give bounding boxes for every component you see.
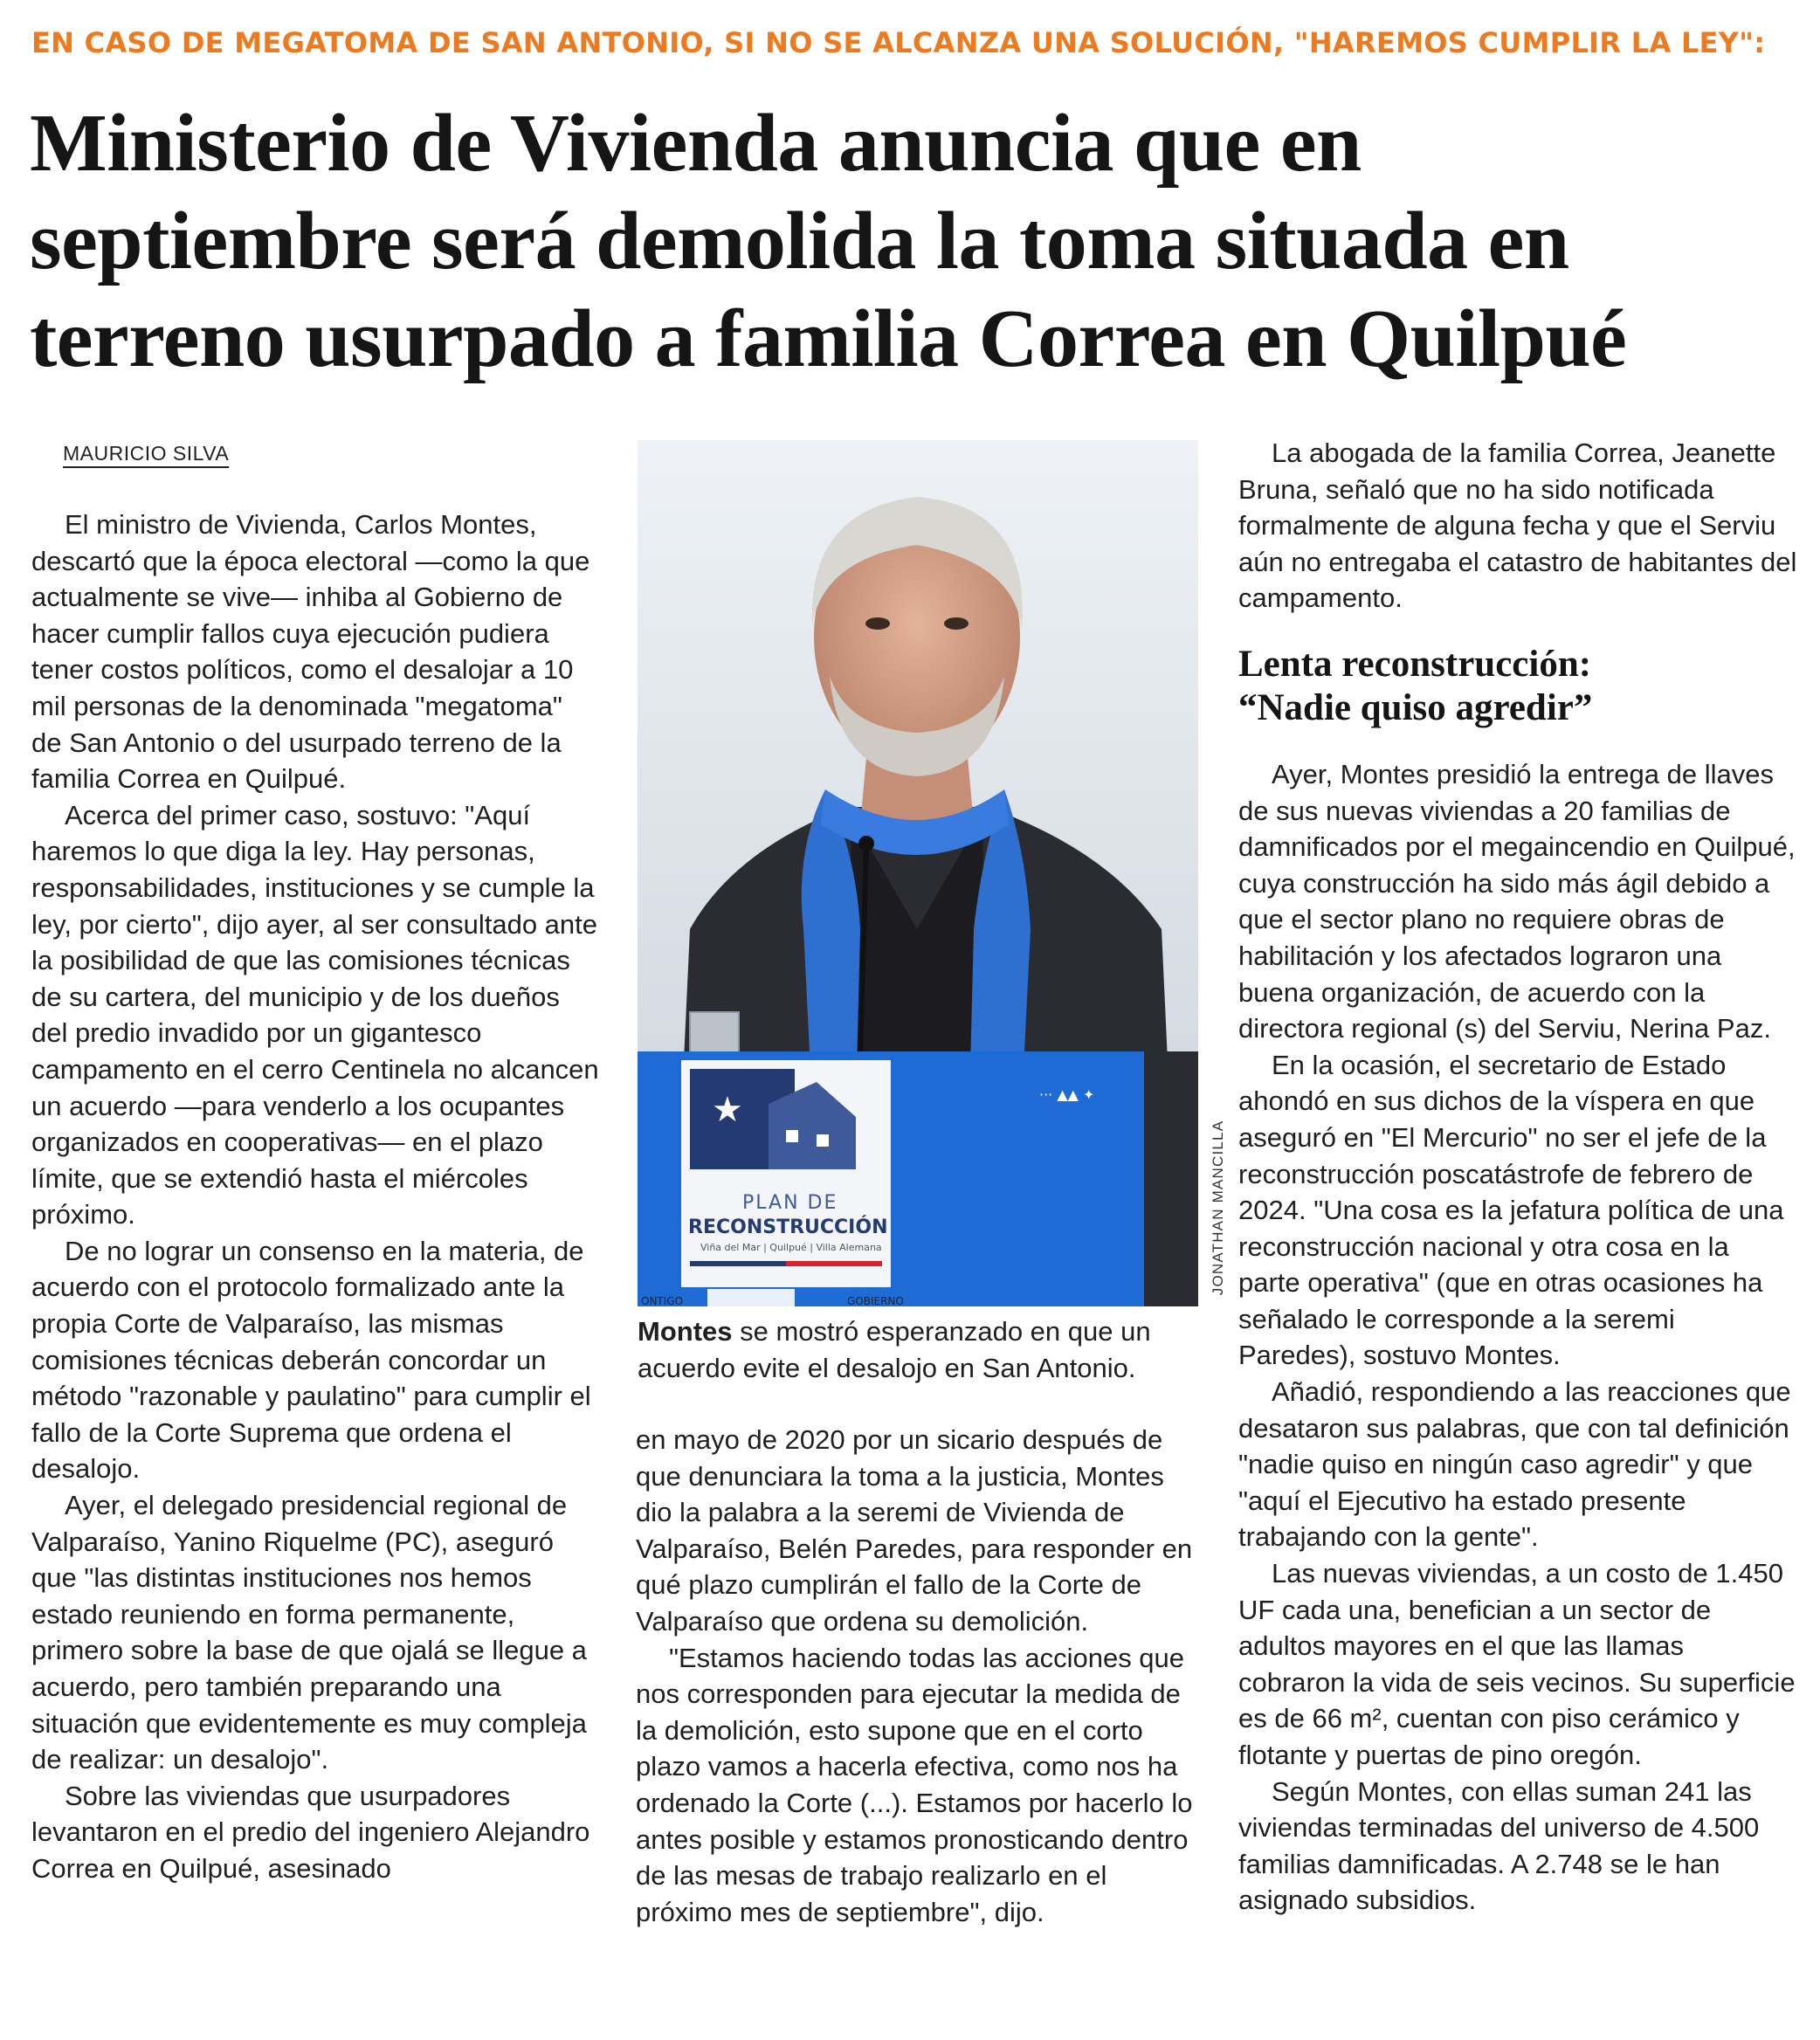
subheading <box>1238 643 1797 730</box>
jacket-arm <box>1144 1051 1198 1306</box>
paragraph: El ministro de Vivienda, Carlos Montes, descartó que la época electoral —como la que actualmente se vive— inhiba al Gobierno de hacer cumplir fallos cuya ejecución pudiera tener costos políticos, como el desalojar a 10 mil personas de la denominada "megatoma" de San Antonio o del usurpado terreno de la familia Correa en Quilpué. <box>31 509 590 795</box>
photo-credit <box>1205 1109 1231 1306</box>
caption-text: se mostró esperanzado en que un acuerdo evite el desalojo en San Antonio. <box>638 1316 1151 1383</box>
logo-star-icon: ★ <box>712 1090 743 1130</box>
podium-text-1: PLAN DE <box>742 1192 838 1214</box>
microphone-head <box>858 836 874 851</box>
article-photo <box>638 440 1198 1306</box>
paragraph: Ayer, Montes presidió la entrega de llaves de sus nuevas viviendas a 20 familias de damnificados por el megaincendio en Quilpué, cuya construcción ha sido más ágil debido a que el sector plano no requiere obras de habilitación y los afectados lograron una buena organización, de acuerdo con la directora regional (s) del Serviu, Nerina Paz. <box>1238 758 1796 1044</box>
byline: MAURICIO SILVA <box>63 442 230 465</box>
podium-corner-text-2: GOBIERNO <box>847 1295 904 1306</box>
headline-line: terreno usurpado a familia Correa en Quilpué <box>30 293 1627 384</box>
paragraph: Añadió, respondiendo a las reacciones que desataron sus palabras, que con tal definición "nadie quiso en ningún caso agredir" y que "aquí el Ejecutivo ha estado presente trabajando con la gente". <box>1238 1376 1791 1553</box>
kicker: EN CASO DE MEGATOMA DE SAN ANTONIO, SI NO SE ALCANZA UNA SOLUCIÓN, "HAREMOS CUMPLIR LA LEY": <box>31 26 1766 59</box>
paragraph: "Estamos haciendo todas las acciones que nos corresponden para ejecutar la medida de la demolición, esto supone que en el corto plazo vamos a hacerla efectiva, como nos ha ordenado la Corte (...). Estamos por hacerlo lo antes posible y estamos pronosticando dentro de las mesas de trabajo realizarlo en el próximo mes de septiembre", dijo. <box>636 1642 1193 1927</box>
paragraph: La abogada de la familia Correa, Jeanette Bruna, señaló que no ha sido notificada formalmente de alguna fecha y que el Serviu aún no entregaba el catastro de habitantes del campamento. <box>1238 438 1797 614</box>
logo-window <box>786 1130 798 1142</box>
podium-text-2: RECONSTRUCCIÓN <box>688 1216 888 1238</box>
paragraph: Acerca del primer caso, sostuvo: "Aquí haremos lo que diga la ley. Hay personas, responsabilidades, instituciones y se cumple la ley, por cierto", dijo ayer, al ser consultado ante la posibilidad de que las comisiones técnicas de su cartera, del municipio y de los dueños del predio invadido por un gigantesco campamento en el cerro Centinela no alcancen un acuerdo —para venderlo a los ocupantes organizados en cooperativas— en el plazo límite, que se extendió hasta el miércoles próximo. <box>31 799 599 1230</box>
eye <box>865 617 890 630</box>
article-column-1 <box>31 507 599 1887</box>
podium-text-3: Viña del Mar | Quilpué | Villa Alemana <box>700 1242 882 1253</box>
podium-stripe-red <box>786 1261 882 1266</box>
paragraph: en mayo de 2020 por un sicario después de que denunciara la toma a la justicia, Montes dio la palabra a la seremi de Vivienda de Valparaíso, Belén Paredes, para responder en qué plazo cumplirán el fallo de la Corte de Valparaíso que ordena su demolición. <box>636 1424 1193 1637</box>
subheading-line: Lenta reconstrucción: <box>1238 643 1592 685</box>
paragraph: Las nuevas viviendas, a un costo de 1.450 UF cada una, benefician a un sector de adultos mayores en el que las llamas cobraron la vida de seis vecinos. Su superficie es de 66 m², cuentan con piso cerámico y flotante y puertas de pino oregón. <box>1238 1558 1796 1770</box>
photo-credit-text: JONATHAN MANCILLA <box>1210 1120 1226 1296</box>
article-column-2 <box>636 1422 1195 1930</box>
photo-illustration <box>638 440 1198 1306</box>
caption-bold: Montes <box>638 1316 733 1347</box>
photo-caption <box>638 1313 1205 1386</box>
podium-icon: ··· ▲▲ ✦ <box>1039 1086 1095 1103</box>
podium-corner-text: ONTIGO <box>641 1295 684 1306</box>
subheading-line: “Nadie quiso agredir” <box>1238 686 1593 728</box>
logo-window <box>817 1134 829 1147</box>
paragraph: Sobre las viviendas que usurpadores levantaron en el predio del ingeniero Alejandro Correa en Quilpué, asesinado <box>31 1780 590 1884</box>
podium-stripe-navy <box>690 1261 786 1266</box>
podium-bottom-panel <box>707 1289 795 1306</box>
paragraph: En la ocasión, el secretario de Estado ahondó en sus dichos de la víspera en que aseguró en "El Mercurio" no ser el jefe de la reconstrucción poscatástrofe de febrero de 2024. "Una cosa es la jefatura política de una reconstrucción nacional y otra cosa en la parte operativa" (que en otras ocasiones ha señalado le corresponde a la seremi Paredes), sostuvo Montes. <box>1238 1049 1784 1371</box>
article-column-3 <box>1238 435 1797 1919</box>
eye <box>944 617 969 630</box>
paragraph: Según Montes, con ellas suman 241 las viviendas terminadas del universo de 4.500 familias damnificadas. A 2.748 se le han asignado subsidios. <box>1238 1775 1760 1916</box>
paragraph: Ayer, el delegado presidencial regional de Valparaíso, Yanino Riquelme (PC), aseguró que "las distintas instituciones nos hemos estado reuniendo en forma permanente, primero sobre la base de que ojalá se llegue a acuerdo, pero también preparando una situación que evidentemente es muy compleja de realizar: un desalojo". <box>31 1490 587 1775</box>
headline-line: Ministerio de Vivienda anuncia que en <box>30 98 1362 189</box>
paragraph: De no lograr un consenso en la materia, de acuerdo con el protocolo formalizado ante la propia Corte de Valparaíso, las mismas comisiones técnicas deberán concordar un método "razonable y paulatino" para cumplir el fallo de la Corte Suprema que ordena el desalojo. <box>31 1235 591 1485</box>
headline <box>30 94 1785 388</box>
headline-line: septiembre será demolida la toma situada en <box>30 196 1569 286</box>
